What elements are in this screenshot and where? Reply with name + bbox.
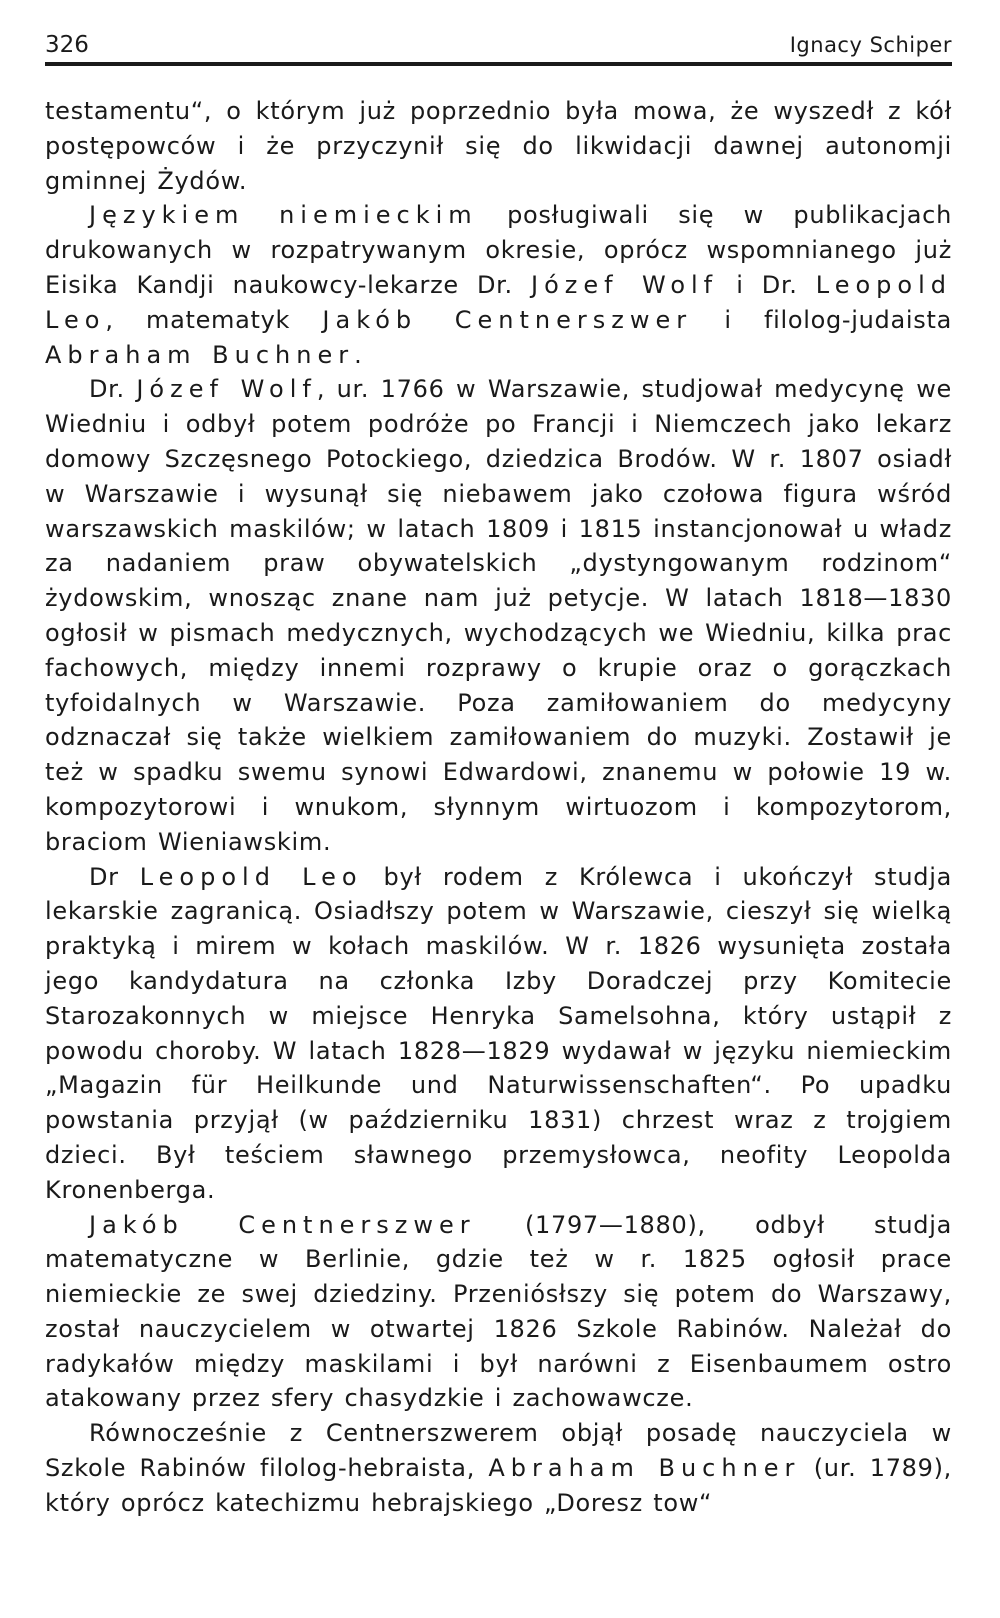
- spaced-name: Leopold Leo: [45, 270, 952, 334]
- spaced-name: Jakób Centnerszwer: [89, 1210, 476, 1239]
- spaced-term: Językiem niemieckim: [89, 201, 478, 230]
- text-run: i Dr.: [718, 270, 816, 299]
- spaced-name: Abraham Buchner: [488, 1454, 801, 1483]
- text-run: Dr.: [89, 375, 137, 404]
- spaced-name: Jakób Centnerszwer: [322, 305, 693, 334]
- paragraph-3: [45, 372, 952, 859]
- text-run: był rodem z Królewca i ukończył studja lekarskie zagranicą. Osiadłszy potem w Warszawie, cieszył się wielką praktyką i mirem w kołach maskilów. W r. 1826 wysunięta została jego kandydatura na członka Izby Doradczej przy Komitecie Starozakonnych w miejsce Henryka Samelsohna, który ustąpił z powodu choroby. W latach 1828—1829 wydawał w języku niemieckim „Magazin für Heilkunde und Naturwissenschaften“. Po upadku powstania przyjął (w październiku 1831) chrzest wraz z trojgiem dzieci. Był teściem sławnego przemysłowca, neofity Leopolda Kronenberga.: [45, 862, 952, 1204]
- text-run: testamentu“, o którym już poprzednio była mowa, że wyszedł z kół postępowców i że przyczynił się do likwidacji dawnej autonomji gminnej Żydów.: [45, 97, 952, 195]
- body-text: [45, 94, 952, 1521]
- text-run: i filolog-judaista: [692, 305, 952, 334]
- header-rule: [45, 62, 952, 66]
- paragraph-2: [45, 198, 952, 372]
- text-run: Dr: [89, 862, 140, 891]
- spaced-name: Leopold Leo: [139, 862, 363, 891]
- text-run: , matematyk: [105, 305, 323, 334]
- text-run: posługiwali się w publikacjach drukowanych w rozpatrywanym okresie, oprócz wspomnianego już Eisika Kandji naukowcy-lekarze Dr.: [45, 201, 952, 299]
- text-run: (ur. 1789), który oprócz katechizmu hebrajskiego „Doresz tow“: [45, 1454, 952, 1517]
- spaced-name: Józef Wolf: [136, 375, 317, 404]
- paragraph-4: [45, 860, 952, 1208]
- spaced-name: Józef Wolf: [530, 270, 719, 299]
- text-run: .: [354, 340, 363, 369]
- text-run: (1797—1880), odbył studja matematyczne w Berlinie, gdzie też w r. 1825 ogłosił prace niemieckie ze swej dziedziny. Przeniósłszy się potem do Warszawy, został nauczycielem w otwartej 1826 Szkole Rabinów. Należał do radykałów między maskilami i był narówni z Eisenbaumem ostro atakowany przez sfery chasydzkie i zachowawcze.: [45, 1210, 952, 1413]
- text-run: , ur. 1766 w Warszawie, studjował medycynę we Wiedniu i odbył potem podróże po Francji i Niemczech jako lekarz domowy Szczęsnego Potockiego, dziedzica Brodów. W r. 1807 osiadł w Warszawie i wysunął się niebawem jako czołowa figura wśród warszawskich maskilów; w latach 1809 i 1815 instancjonował u władz za nadaniem praw obywatelskich „dystyngowanym rodzinom“ żydowskim, wnosząc znane nam już petycje. W latach 1818—1830 ogłosił w pismach medycznych, wychodzących we Wiedniu, kilka prac fachowych, między innemi rozprawy o krupie oraz o gorączkach tyfoidalnych w Warszawie. Poza zamiłowaniem do medycyny odznaczał się także wielkiem zamiłowaniem do muzyki. Zostawił je też w spadku swemu synowi Edwardowi, znanemu w połowie 19 w. kompozytorowi i wnukom, słynnym wirtuozom i kompozytorom, braciom Wieniawskim.: [45, 375, 953, 856]
- paragraph-1: [45, 94, 952, 198]
- paragraph-5: [45, 1208, 952, 1417]
- spaced-name: Abraham Buchner: [45, 340, 355, 369]
- page-number: 326: [45, 32, 89, 58]
- running-head-author: Ignacy Schiper: [789, 33, 952, 57]
- paragraph-6: [45, 1416, 952, 1520]
- running-header: [45, 28, 952, 60]
- text-run: Równocześnie z Centnerszwerem objął posadę nauczyciela w Szkole Rabinów filolog-hebraista,: [45, 1419, 952, 1483]
